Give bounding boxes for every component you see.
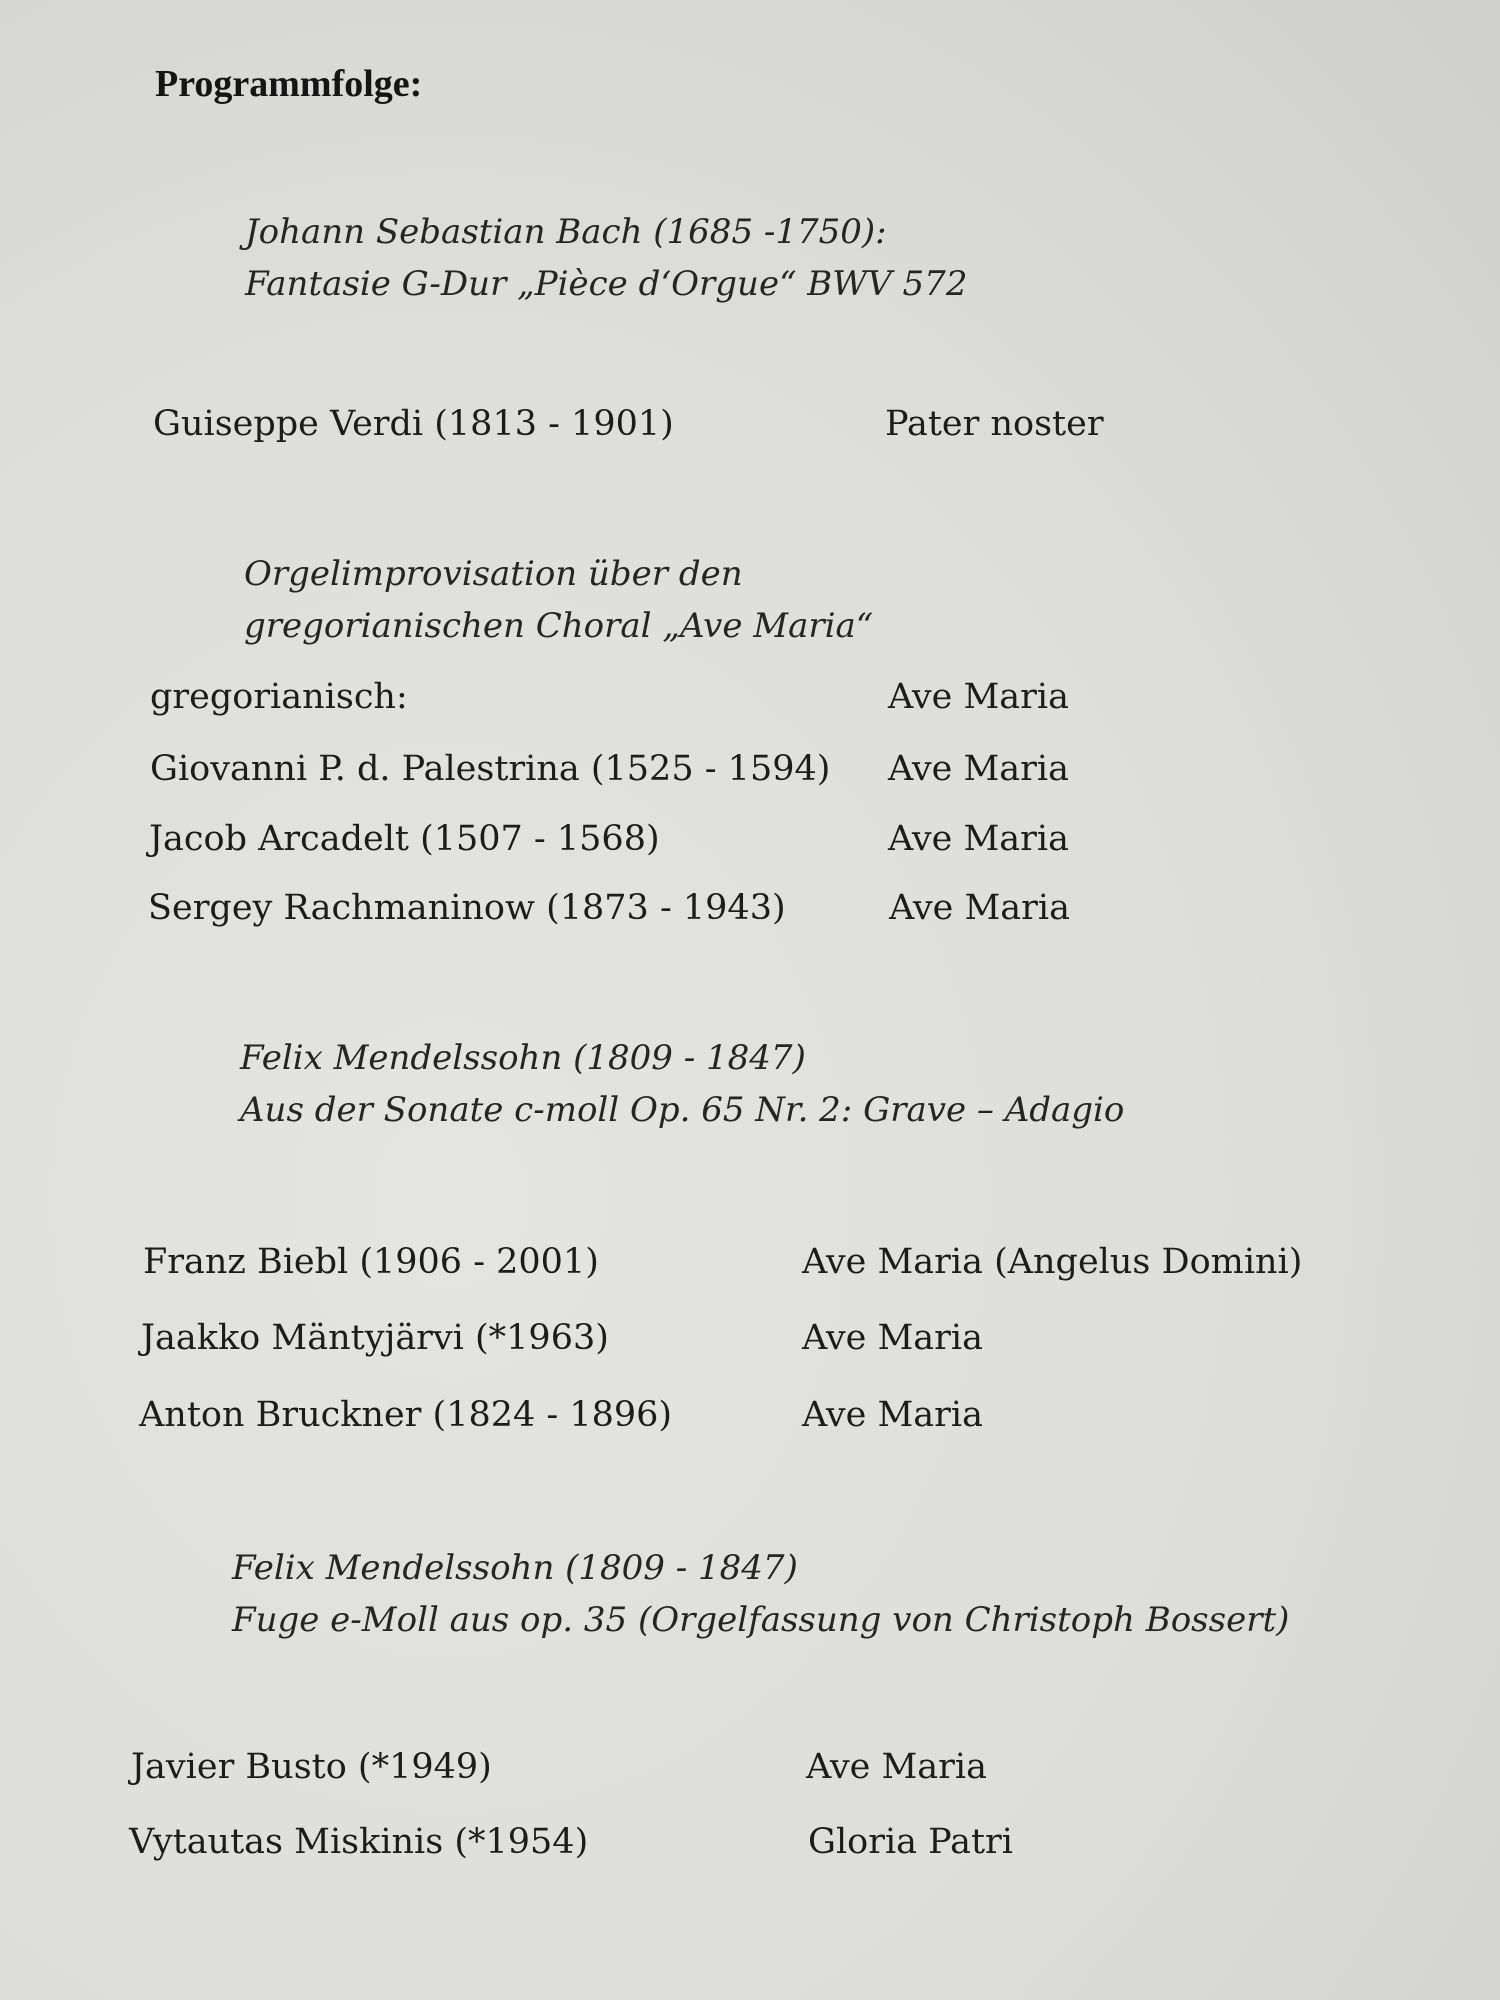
- work-title: Gloria Patri: [808, 1822, 1013, 1862]
- composer-name: Javier Busto (*1949): [131, 1747, 492, 1787]
- program-heading: Programmfolge:: [155, 63, 423, 105]
- organ-piece-composer: Felix Mendelssohn (1809 - 1847): [240, 1038, 806, 1078]
- organ-piece-mendelssohn-sonata: [240, 1032, 1124, 1136]
- organ-piece-title: Fuge e-Moll aus op. 35 (Orgelfassung von Christoph Bossert): [232, 1600, 1290, 1640]
- composer-name: Guiseppe Verdi (1813 - 1901): [153, 404, 674, 444]
- work-title: Ave Maria: [802, 1318, 983, 1358]
- organ-piece-composer: Felix Mendelssohn (1809 - 1847): [232, 1548, 798, 1588]
- composer-name: Franz Biebl (1906 - 2001): [143, 1242, 599, 1282]
- composer-name: Sergey Rachmaninow (1873 - 1943): [148, 888, 786, 928]
- organ-piece-improvisation: [244, 548, 873, 652]
- organ-piece-title: gregorianischen Choral „Ave Maria“: [244, 606, 874, 646]
- organ-piece-title: Aus der Sonate c-moll Op. 65 Nr. 2: Grave – Adagio: [240, 1090, 1125, 1130]
- organ-piece-bach: [245, 206, 967, 310]
- composer-name: Giovanni P. d. Palestrina (1525 - 1594): [150, 749, 831, 789]
- composer-name: Jacob Arcadelt (1507 - 1568): [149, 819, 660, 859]
- organ-piece-composer: Orgelimprovisation über den: [244, 554, 743, 594]
- work-title: Ave Maria (Angelus Domini): [802, 1242, 1303, 1282]
- organ-piece-composer: Johann Sebastian Bach (1685 -1750):: [245, 212, 887, 252]
- work-title: Ave Maria: [888, 749, 1069, 789]
- composer-name: Vytautas Miskinis (*1954): [129, 1822, 589, 1862]
- composer-name: gregorianisch:: [150, 677, 408, 717]
- work-title: Ave Maria: [888, 819, 1069, 859]
- work-title: Pater noster: [885, 404, 1104, 444]
- work-title: Ave Maria: [802, 1395, 983, 1435]
- organ-piece-title: Fantasie G-Dur „Pièce d‘Orgue“ BWV 572: [245, 264, 968, 304]
- work-title: Ave Maria: [888, 677, 1069, 717]
- composer-name: Anton Bruckner (1824 - 1896): [139, 1395, 673, 1435]
- composer-name: Jaakko Mäntyjärvi (*1963): [141, 1318, 609, 1358]
- work-title: Ave Maria: [889, 888, 1070, 928]
- work-title: Ave Maria: [806, 1747, 987, 1787]
- organ-piece-mendelssohn-fugue: [232, 1542, 1289, 1646]
